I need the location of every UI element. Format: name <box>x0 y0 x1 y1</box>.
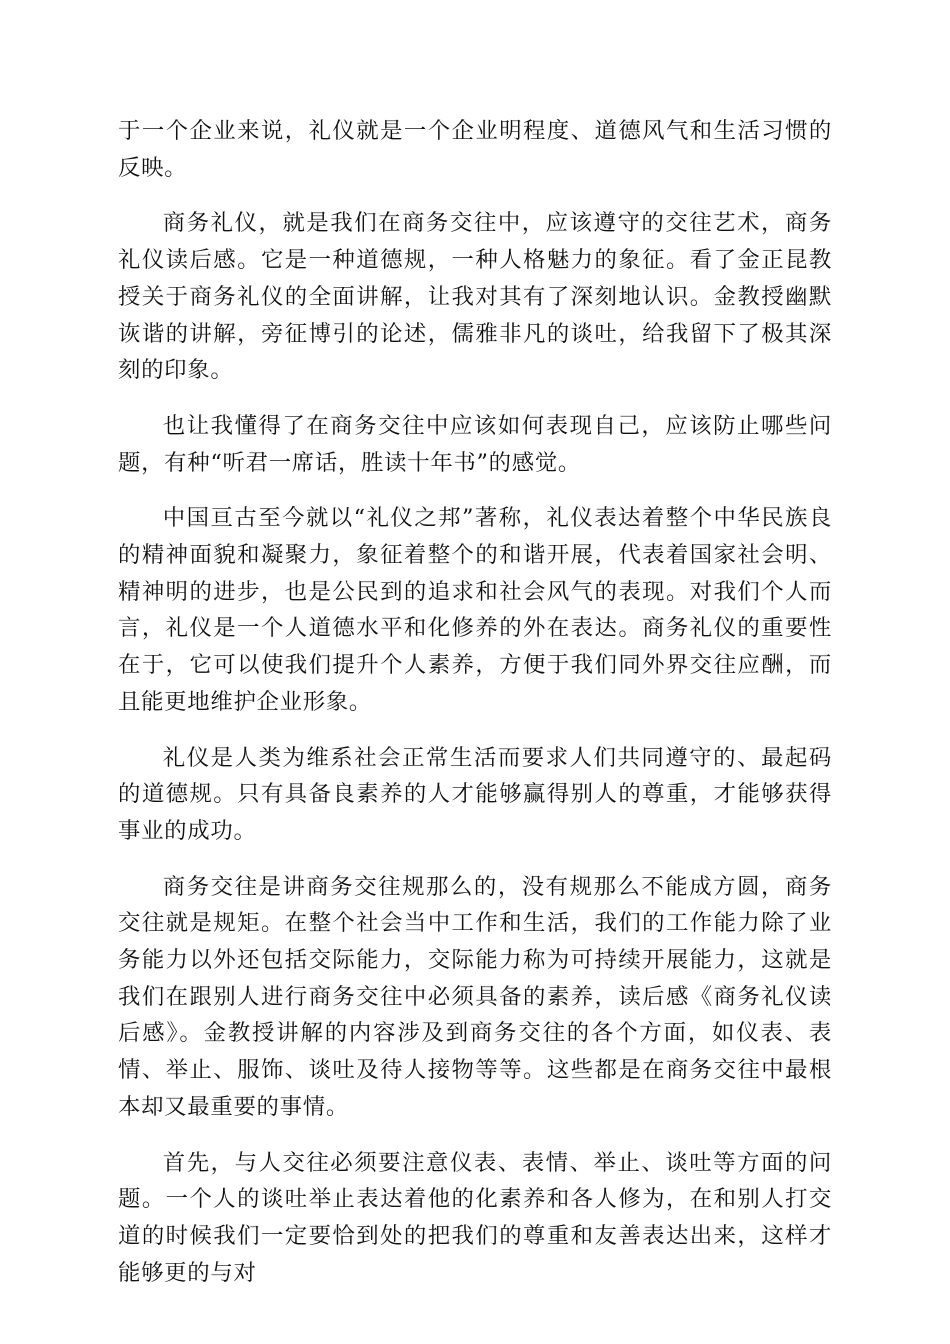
paragraph-7: 首先，与人交往必须要注意仪表、表情、举止、谈吐等方面的问题。一个人的谈吐举止表达着他的化素养和各人修为，在和别人打交道的时候我们一定要恰到处的把我们的尊重和友善表达出来，这样才能够更的与对 <box>118 1149 832 1286</box>
paragraph-3: 也让我懂得了在商务交往中应该如何表现自己，应该防止哪些问题，有种“听君一席话，胜读十年书”的感觉。 <box>118 412 832 476</box>
paragraph-5: 礼仪是人类为维系社会正常生活而要求人们共同遵守的、最起码的道德规。只有具备良素养的人才能够赢得别人的尊重，才能够获得事业的成功。 <box>118 744 832 844</box>
paragraph-4: 中国亘古至今就以“礼仪之邦”著称，礼仪表达着整个中华民族良的精神面貌和凝聚力，象征着整个的和谐开展，代表着国家社会明、精神明的进步，也是公民到的追求和社会风气的表现。对我们个人而言，礼仪是一个人道德水平和化修养的外在表达。商务礼仪的重要性在于，它可以使我们提升个人素养，方便于我们同外界交往应酬，而且能更地维护企业形象。 <box>118 505 832 715</box>
document-body <box>118 113 832 1310</box>
paragraph-2: 商务礼仪，就是我们在商务交往中，应该遵守的交往艺术，商务礼仪读后感。它是一种道德规，一种人格魅力的象征。看了金正昆教授关于商务礼仪的全面讲解，让我对其有了深刻地认识。金教授幽默诙谐的讲解，旁征博引的论述，儒雅非凡的谈吐，给我留下了极其深刻的印象。 <box>118 210 832 384</box>
paragraph-6: 商务交往是讲商务交往规那么的，没有规那么不能成方圆，商务交往就是规矩。在整个社会当中工作和生活，我们的工作能力除了业务能力以外还包括交际能力，交际能力称为可持续开展能力，这就是我们在跟别人进行商务交往中必须具备的素养，读后感《商务礼仪读后感》。金教授讲解的内容涉及到商务交往的各个方面，如仪表、表情、举止、服饰、谈吐及待人接物等等。这些都是在商务交往中最根本却又最重要的事情。 <box>118 873 832 1120</box>
paragraph-1: 于一个企业来说，礼仪就是一个企业明程度、道德风气和生活习惯的反映。 <box>118 118 832 181</box>
